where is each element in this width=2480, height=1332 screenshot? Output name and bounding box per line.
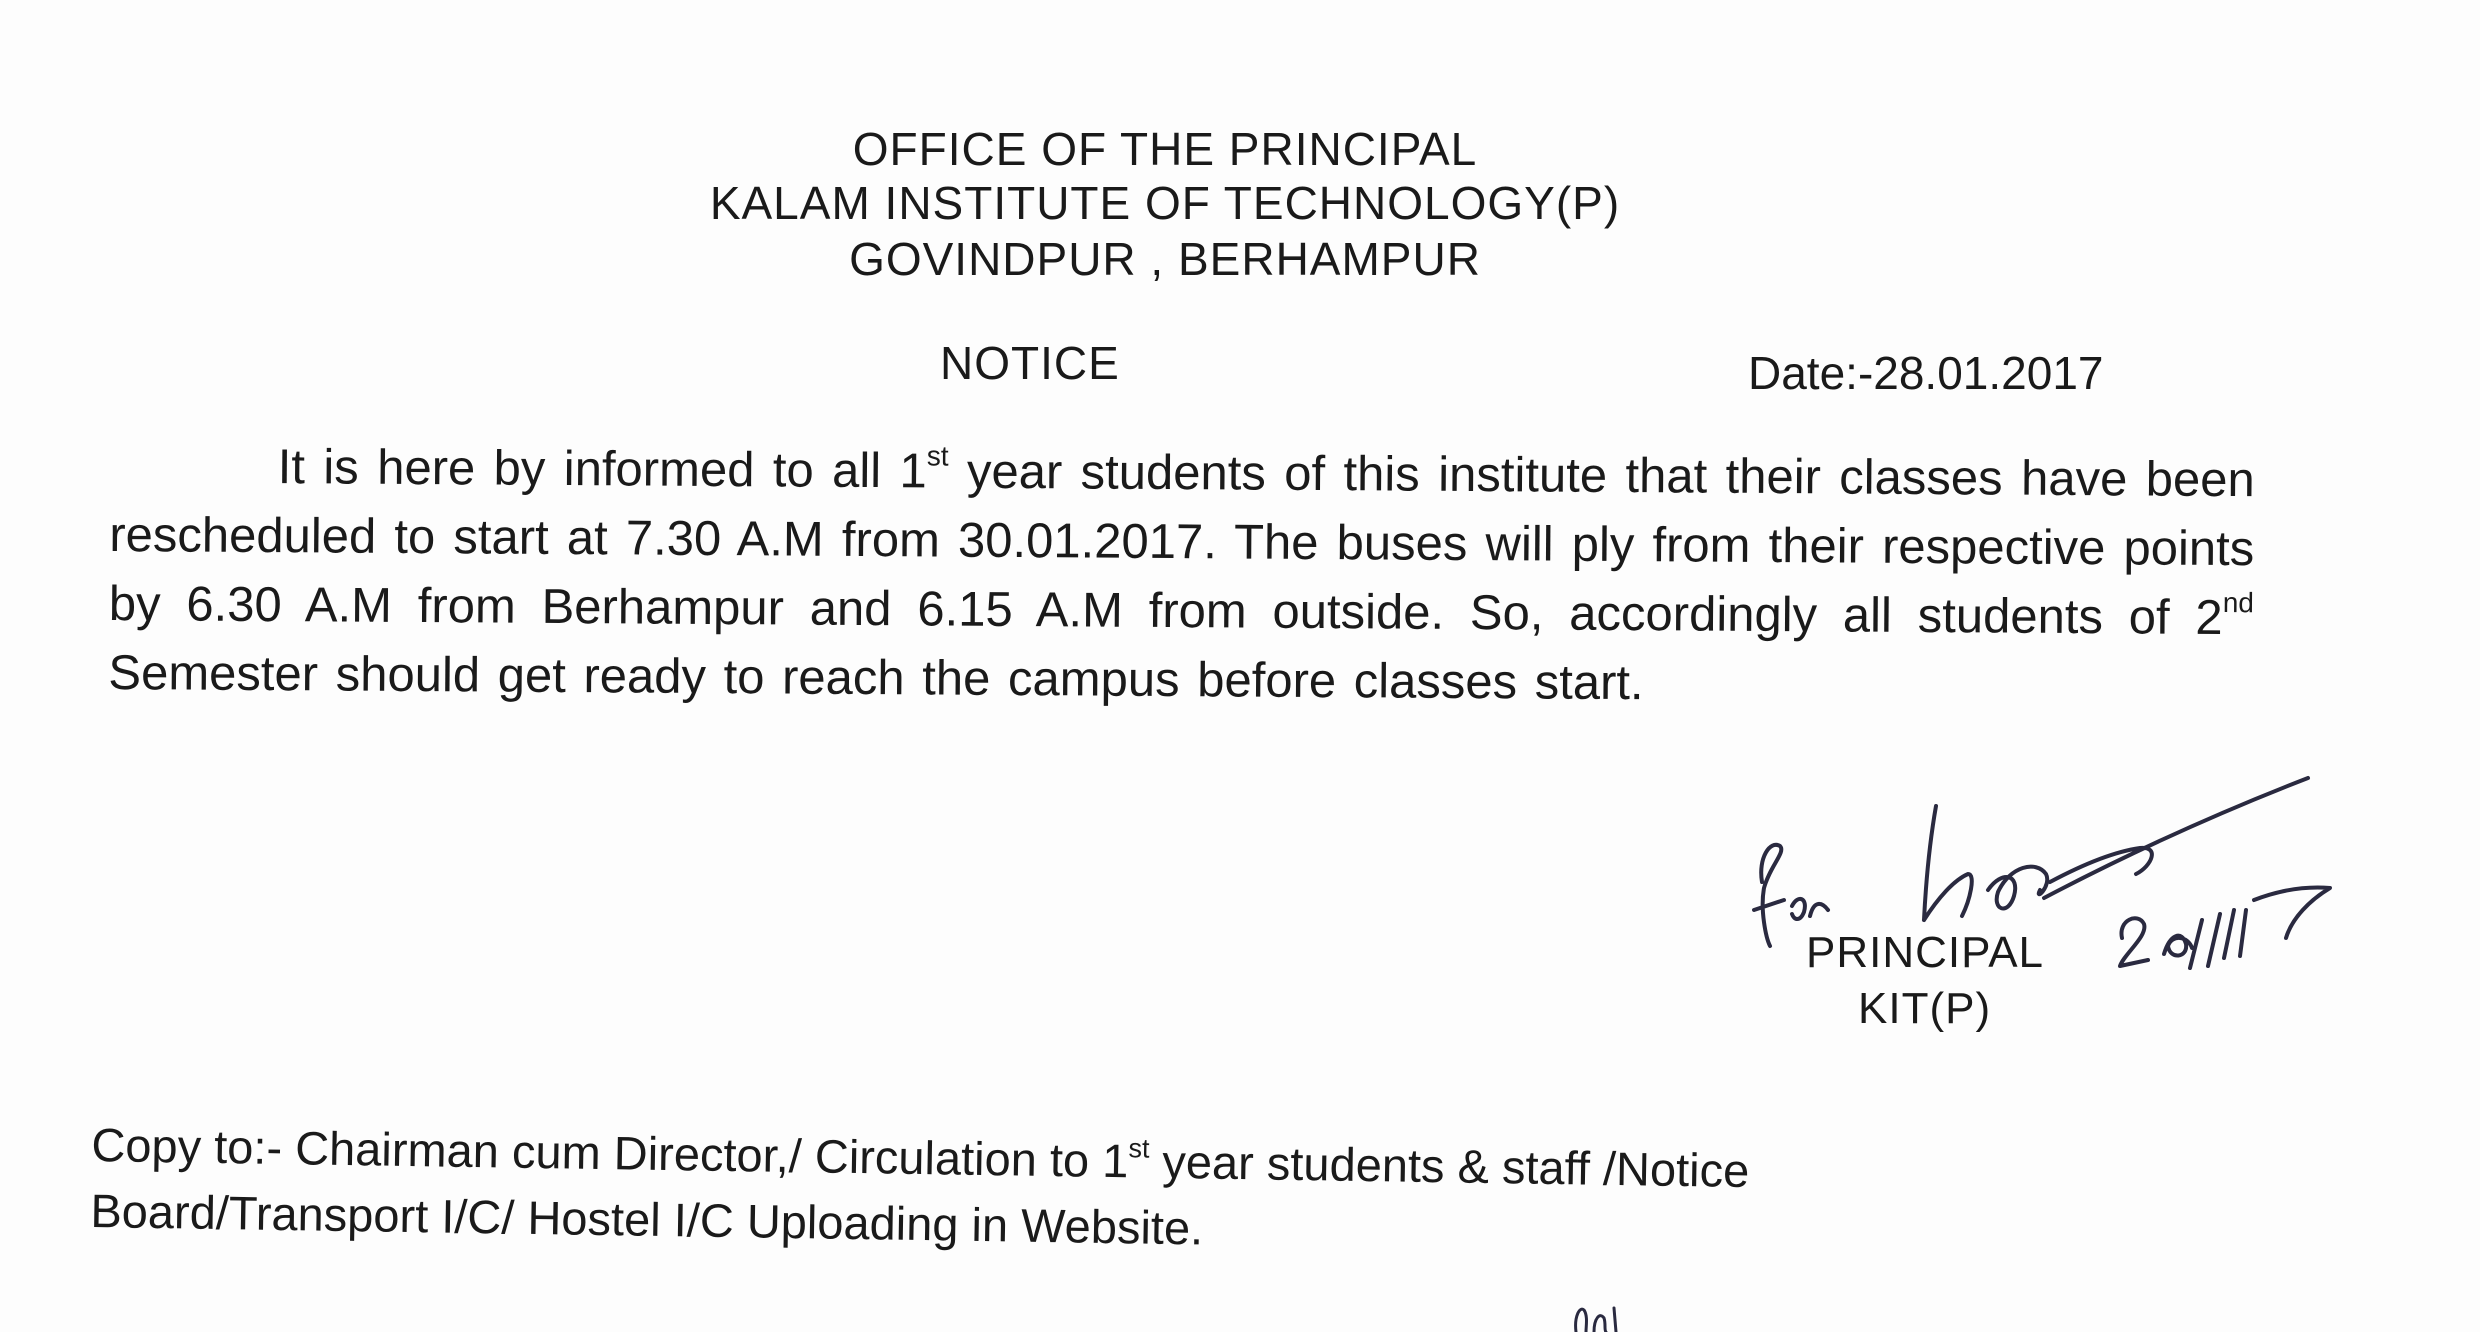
notice-body-sup2: nd <box>2222 587 2255 619</box>
copy-to-part1: Copy to:- Chairman cum Director,/ Circulation to 1 <box>91 1117 1129 1188</box>
notice-body <box>108 432 2255 722</box>
notice-body-part3: Semester should get ready to reach the campus before classes start. <box>108 645 1644 711</box>
notice-body-part2: year students of this institute that their classes have been rescheduled to start at 7.30 A.M from 30.01.2017. The buses will ply from their respective points by 6.30 A.M from Berhampur and 6.15 A.M from outside. So, accordingly all students of 2 <box>108 444 2255 646</box>
header-institute <box>0 176 2330 230</box>
header-office <box>0 122 2330 176</box>
notice-date: Date:-28.01.2017 <box>1748 347 2104 399</box>
header-address-text: GOVINDPUR , BERHAMPUR <box>849 233 1481 285</box>
pen-mark <box>1570 1300 1660 1332</box>
notice-body-part1: It is here by informed to all 1 <box>277 440 927 499</box>
copy-to-part2: year students & staff /Notice Board/Transport I/C/ Hostel I/C Uploading in Website. <box>90 1134 1750 1255</box>
copy-to-distribution <box>90 1112 1912 1273</box>
header-institute-text: KALAM INSTITUTE OF TECHNOLOGY(P) <box>709 177 1621 229</box>
notice-title: NOTICE <box>940 337 1120 389</box>
notice-body-sup1: st <box>926 440 949 472</box>
signatory-title: PRINCIPAL <box>1806 928 2045 977</box>
signatory-institute: KIT(P) <box>1858 984 1992 1033</box>
copy-to-sup: st <box>1128 1133 1150 1164</box>
header-office-text: OFFICE OF THE PRINCIPAL <box>852 123 1478 175</box>
header-address <box>0 232 2330 286</box>
